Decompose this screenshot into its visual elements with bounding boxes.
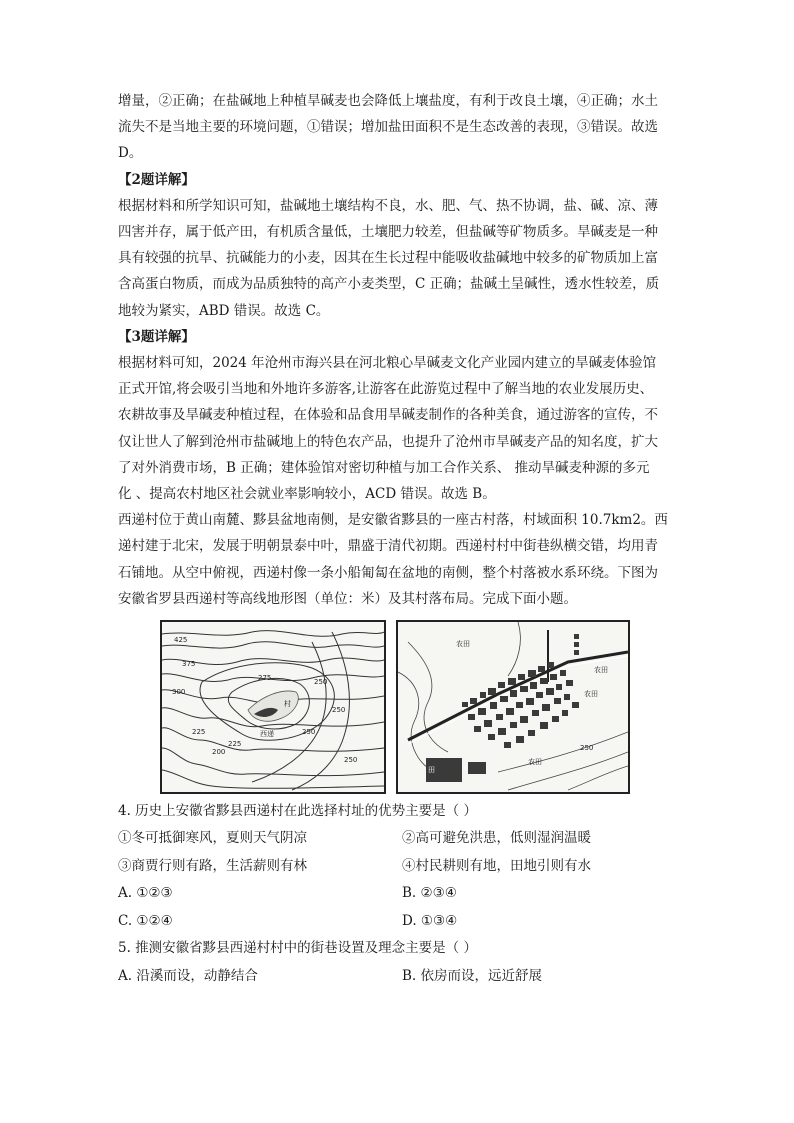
answer-text-line: 根据材料可知，2024 年沧州市海兴县在河北粮心旱碱麦文化产业园内建立的旱碱麦体验馆 [118,355,657,372]
answer-text-line: 四害并存，属于低产田，有机质含量低，土壤肥力较差，但盐碱等矿物质多。旱碱麦是一种 [118,224,658,241]
contour-label: 425 [174,636,188,645]
figure-maps [160,620,630,794]
statement-item: ①冬可抵御寒风，夏则天气阴凉 [118,830,307,847]
material-text-line: 安徽省罗县西递村等高线地形图（单位：米）及其村落布局。完成下面小题。 [118,590,577,607]
answer-text-line: 正式开馆,将会吸引当地和外地许多游客,让游客在此游览过程中了解当地的农业发展历史、 [118,381,654,398]
contour-label: 200 [212,748,226,757]
answer-text-line: 仅让世人了解到沧州市盐碱地上的特色农产品，也提升了沧州市旱碱麦产品的知名度，扩大 [118,433,658,450]
village-label: 村 [284,700,291,709]
farmland-label: 农田 [594,666,608,675]
question-5-options [118,963,676,990]
answer-text-line: 含高蛋白物质，而成为品质独特的高产小麦类型，C 正确；盐碱土呈碱性，透水性较差，质 [118,276,660,293]
document-page [118,88,676,990]
answer-text-line: 流失不是当地主要的环境问题，①错误；增加盐田面积不是生态改善的表现，③错误。故选 [118,119,658,136]
option-c[interactable]: C. ①②④ [118,912,173,929]
statement-item: ④村民耕则有地，田地引则有水 [402,857,591,874]
farmland-label: 农田 [584,690,598,699]
contour-label: 250 [344,756,358,765]
material-text-line: 递村建于北宋，发展于明朝景泰中叶，鼎盛于清代初期。西递村村中街巷纵横交错，均用青 [118,538,658,555]
answer-text-line: D。 [118,145,143,162]
answer-text-line: 增量，②正确；在盐碱地上种植旱碱麦也会降低上壤盐度，有利于改良土壤，④正确；水土 [118,93,658,109]
answer-text-line: 农耕故事及旱碱麦种植过程，在体验和品食用旱碱麦制作的各种美食，通过游客的宣传，不 [118,407,658,424]
contour-label: 250 [302,728,316,737]
option-d[interactable]: D. ①③④ [402,912,458,929]
contour-label: 250 [314,678,328,687]
answer-text-line: 具有较强的抗旱、抗碱能力的小麦，因其在生长过程中能吸收盐碱地中较多的矿物质加上富 [118,250,658,267]
statement-item: ③商贾行则有路，生活薪则有林 [118,857,307,874]
question-4-statements [118,825,676,880]
contour-label: 225 [228,740,242,749]
village-layout-map [396,620,630,794]
contour-label: 225 [192,728,206,737]
option-a[interactable]: A. ①②③ [118,885,173,902]
question-5-stem: 5. 推测安徽省黟县西递村村中的街巷设置及理念主要是（ ） [118,940,477,957]
question-4-options [118,880,676,935]
section-heading-q2: 【2题详解】 [118,171,195,188]
answer-text-line: 根据材料和所学知识可知，盐碱地土壤结构不良，水、肥、气、热不协调，盐、碱、凉、薄 [118,197,658,214]
answer-text-line: 地较为紧实，ABD 错误。故选 C。 [118,302,330,319]
contour-label: 375 [182,660,196,669]
answer-text-line: 了对外消费市场，B 正确；建体验馆对密切种植与加工合作关系、 推动旱碱麦种源的多元 [118,459,650,476]
option-b[interactable]: B. 依房而设，远近舒展 [402,967,543,984]
contour-label: 300 [172,688,186,697]
statement-item: ②高可避免洪患，低则湿润温暖 [402,830,591,847]
village-label: 西递 [260,730,274,739]
answer-text-line: 化 、提高农村地区社会就业率影响较小，ACD 错误。故选 B。 [118,486,496,503]
contour-map [160,620,386,794]
option-b[interactable]: B. ②③④ [402,885,457,902]
contour-label: 275 [258,674,272,683]
question-4-stem: 4. 历史上安徽省黟县西递村在此选择村址的优势主要是（ ） [118,803,477,820]
section-heading-q3: 【3题详解】 [118,328,195,345]
contour-label: 250 [580,744,594,753]
material-text-line: 西递村位于黄山南麓、黟县盆地南侧，是安徽省黟县的一座古村落，村域面积 10.7km2。西 [118,512,668,529]
farmland-label: 田 [428,766,435,775]
option-a[interactable]: A. 沿溪而设，动静结合 [118,967,258,984]
farmland-label: 农田 [456,640,470,649]
material-text-line: 石铺地。从空中俯视，西递村像一条小船匍匐在盆地的南侧，整个村落被水系环绕。下图为 [118,564,658,581]
farmland-label: 农田 [528,758,542,767]
contour-label: 250 [332,706,346,715]
